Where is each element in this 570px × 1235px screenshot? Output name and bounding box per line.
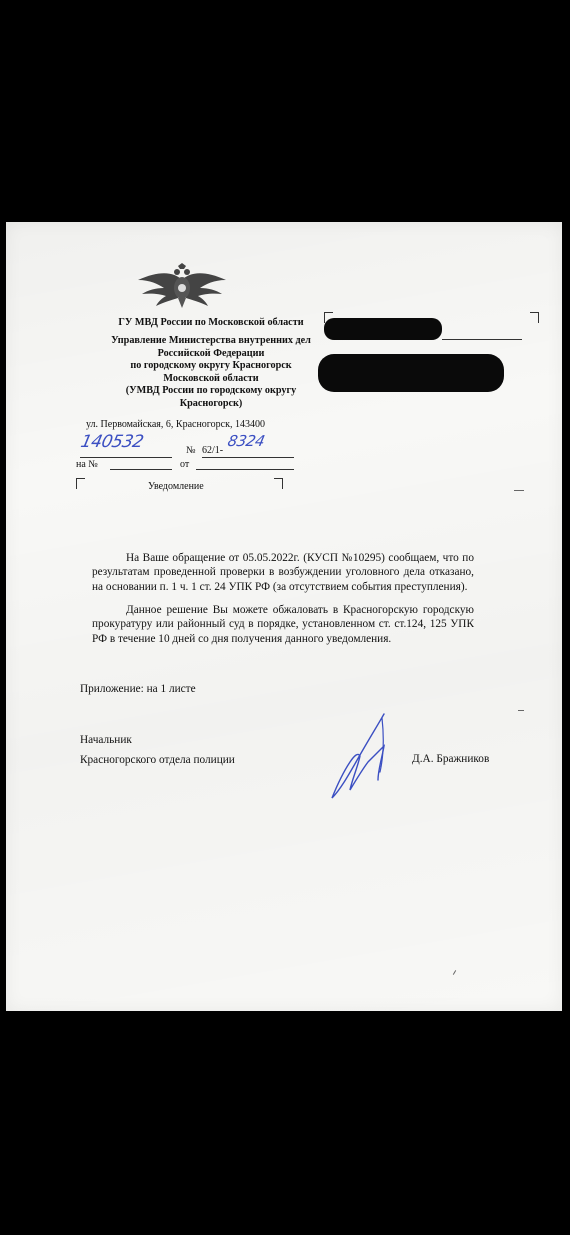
org-line: Управление Министерства внутренних дел (111, 335, 311, 346)
org-line: Красногорск) (179, 397, 243, 409)
police-eagle-emblem-icon (134, 262, 230, 312)
org-main-title: ГУ МВД России по Московской области (118, 317, 304, 328)
signatory-name: Д.А. Бражников (412, 753, 490, 765)
redaction-mark (318, 354, 504, 392)
divider (196, 469, 294, 470)
org-line: Московской области (163, 372, 259, 384)
divider (110, 469, 172, 470)
letter-page (6, 222, 562, 1011)
handwritten-reg-number: 140532 (78, 432, 146, 452)
body-paragraph-2: Данное решение Вы можете обжаловать в Красногорскую городскую прокуратуру или районный суд в порядке, установленном ст. ст.124, 125 УПК РФ в течение 10 дней со дня получения данного уведомления. (92, 604, 474, 645)
redaction-mark (324, 318, 442, 340)
corner-bracket (530, 312, 539, 323)
signatory-department: Красногорского отдела полиции (80, 754, 235, 766)
corner-bracket (274, 478, 283, 489)
from-label: от (180, 459, 190, 470)
handwritten-signature (322, 710, 418, 806)
number-prefix: 62/1- (202, 445, 224, 456)
on-number-label: на № (76, 459, 98, 470)
attachment-note: Приложение: на 1 листе (80, 683, 196, 695)
org-line: Российской Федерации (157, 347, 265, 359)
signatory-title: Начальник (80, 734, 132, 746)
notice-title: Уведомление (148, 481, 204, 492)
org-sub-title (66, 335, 356, 410)
scan-mark (453, 970, 456, 975)
corner-bracket (76, 478, 85, 489)
org-line: по городскому округу Красногорск (130, 360, 292, 371)
scan-mark (514, 490, 524, 491)
divider (202, 457, 294, 458)
number-label: № (186, 445, 196, 456)
org-line: (УМВД России по городскому округу (125, 385, 297, 396)
body-paragraph-1: На Ваше обращение от 05.05.2022г. (КУСП №10295) сообщаем, что по результатам проведенной проверки в возбуждении уголовного дела отказано, на основании п. 1 ч. 1 ст. 24 УПК РФ (за отсутствием события преступления). (92, 552, 474, 593)
scan-mark (518, 710, 524, 711)
divider (80, 457, 172, 458)
handwritten-outgoing-number: 8324 (226, 432, 267, 450)
divider (442, 339, 522, 340)
org-address: ул. Первомайская, 6, Красногорск, 143400 (86, 419, 265, 430)
